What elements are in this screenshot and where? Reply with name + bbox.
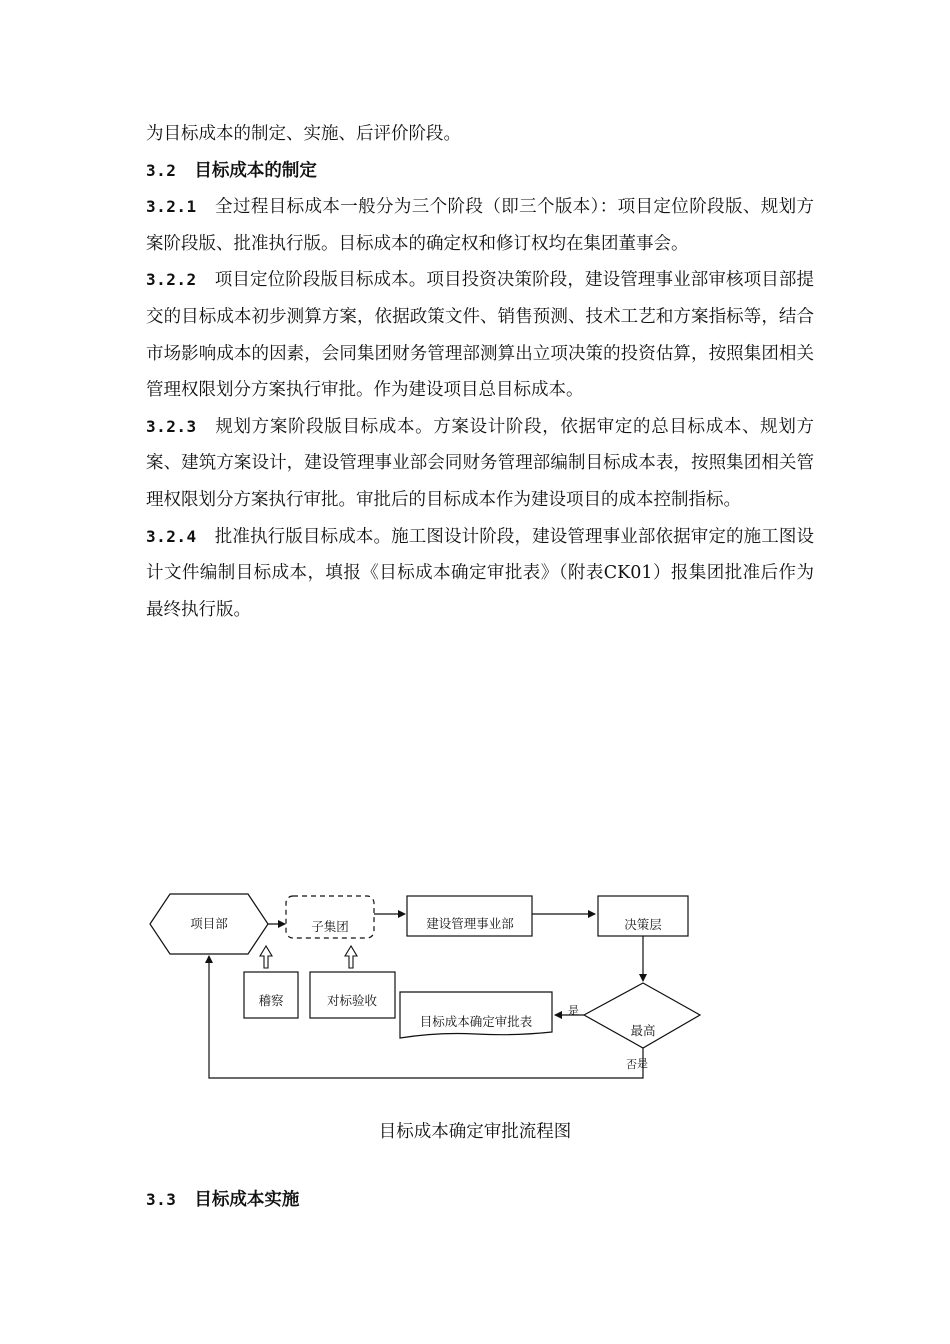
- benchmark-acceptance-label: 对标验收: [326, 993, 378, 1008]
- paragraph-3-2-3: [146, 409, 814, 519]
- audit-node: [244, 946, 298, 1018]
- benchmark-hollow-arrow: [345, 946, 357, 968]
- clause-number: 3.2.3: [146, 416, 197, 436]
- paragraph-3-2-4: [146, 519, 814, 629]
- flowchart-caption: 目标成本确定审批流程图: [378, 1122, 572, 1142]
- sub-group-label: 子集团: [311, 919, 349, 934]
- decision-layer-label: 决策层: [624, 917, 662, 932]
- highest-label: 最高: [630, 1023, 656, 1038]
- yes-label: 是: [568, 1004, 579, 1017]
- approval-form-document: [400, 992, 552, 1038]
- construction-mgmt-node: [407, 896, 532, 936]
- overlap-yes-label: 是: [637, 1057, 648, 1070]
- project-dept-node: [150, 894, 268, 954]
- clause-text: 规划方案阶段版目标成本。方案设计阶段，依据审定的总目标成本、规划方案、建筑方案设计，建设管理事业部会同财务管理部编制目标成本表，按照集团相关管理权限划分方案执行审批。审批后的目标成本作为建设项目的成本控制指标。: [146, 416, 814, 510]
- section-number: 3.3: [146, 1190, 177, 1209]
- intro-paragraph: 为目标成本的制定、实施、后评价阶段。: [146, 124, 461, 144]
- project-dept-label: 项目部: [190, 916, 228, 931]
- clause-number: 3.2.4: [146, 526, 197, 546]
- audit-label: 稽察: [258, 993, 284, 1008]
- construction-mgmt-label: 建设管理事业部: [426, 916, 514, 931]
- sub-group-node: [286, 896, 374, 938]
- highest-decision-diamond: [584, 983, 700, 1048]
- benchmark-acceptance-node: [310, 946, 395, 1018]
- decision-layer-node: [598, 896, 688, 936]
- clause-number: 3.2.1: [146, 197, 197, 217]
- section-heading-3-2: [146, 153, 814, 190]
- approval-flowchart: [140, 880, 720, 1100]
- clause-number: 3.2.2: [146, 270, 197, 290]
- clause-text: 全过程目标成本一般分为三个阶段（即三个版本）：项目定位阶段版、规划方案阶段版、批准执行版。目标成本的确定权和修订权均在集团董事会。: [146, 197, 814, 254]
- section-heading-3-3: [146, 1186, 299, 1211]
- section-number: 3.2: [146, 160, 177, 180]
- audit-hollow-arrow: [260, 946, 272, 968]
- no-label: 否: [626, 1058, 637, 1071]
- paragraph-3-2-2: [146, 262, 814, 408]
- section-title: 目标成本的制定: [194, 160, 317, 181]
- paragraph-3-2-1: [146, 189, 814, 262]
- clause-text: 批准执行版目标成本。施工图设计阶段，建设管理事业部依据审定的施工图设计文件编制目标成本，填报《目标成本确定审批表》（附表CK01）报集团批准后作为最终执行版。: [146, 526, 814, 620]
- body-text: [146, 116, 814, 628]
- section-title: 目标成本实施: [194, 1190, 300, 1210]
- clause-text: 项目定位阶段版目标成本。项目投资决策阶段，建设管理事业部审核项目部提交的目标成本初步测算方案，依据政策文件、销售预测、技术工艺和方案指标等，结合市场影响成本的因素，会同集团财务管理部测算出立项决策的投资估算，按照集团相关管理权限划分方案执行审批。作为建设项目总目标成本。: [146, 270, 814, 401]
- approval-form-label: 目标成本确定审批表: [419, 1014, 533, 1029]
